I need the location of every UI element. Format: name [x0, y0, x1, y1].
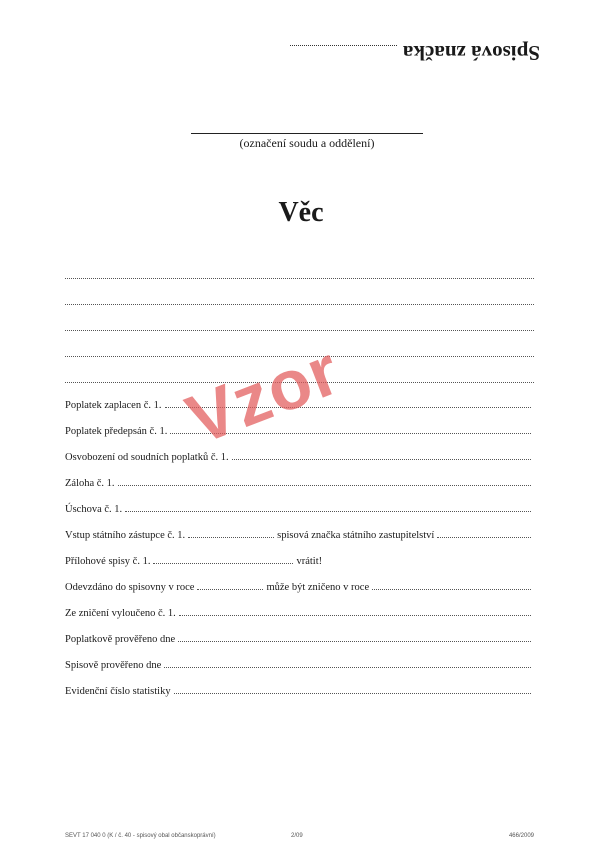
file-number-label: Spisová značka — [402, 41, 540, 65]
statistics-number-row — [65, 686, 534, 697]
footer-number: 466/2009 — [508, 833, 534, 839]
prosecutor-file-number-label: spisová značka státního zastupitelství — [277, 530, 435, 541]
file-number-header — [290, 40, 540, 76]
fee-checked-label: Poplatkově prověřeno dne — [65, 634, 176, 645]
archive-year-label: Odevzdáno do spisovny v roce — [65, 582, 195, 593]
footer-form-code: SEVT 17 040 0 (K / č. 40 - spisový obal občanskoprávní) — [65, 833, 216, 839]
fee-exemption-row — [65, 452, 534, 463]
excluded-destruction-row — [65, 608, 534, 619]
statistics-number-field[interactable] — [174, 693, 531, 694]
file-checked-label: Spisově prověřeno dne — [65, 660, 162, 671]
custody-row — [65, 504, 534, 515]
fee-checked-field[interactable] — [178, 641, 531, 642]
return-label: vrátit! — [296, 556, 323, 567]
file-number-field[interactable] — [290, 45, 397, 46]
custody-label: Úschova č. 1. — [65, 504, 123, 515]
fee-prescribed-row — [65, 426, 534, 437]
excluded-destruction-label: Ze zničení vyloučeno č. 1. — [65, 608, 176, 619]
fee-exemption-field[interactable] — [232, 459, 531, 460]
sample-watermark: Vzor — [176, 330, 351, 460]
attached-files-row — [65, 556, 534, 567]
file-checked-row — [65, 660, 534, 671]
excluded-destruction-field[interactable] — [179, 615, 531, 616]
prosecutor-entry-field[interactable] — [188, 537, 274, 538]
deposit-row — [65, 478, 534, 489]
prosecutor-file-number-field[interactable] — [437, 537, 531, 538]
deposit-field[interactable] — [118, 485, 531, 486]
custody-field[interactable] — [125, 511, 531, 512]
fee-exemption-label: Osvobození od soudních poplatků č. 1. — [65, 452, 229, 463]
destroy-year-label: může být zničeno v roce — [266, 582, 370, 593]
footer-edition: 2/09 — [291, 833, 303, 839]
statistics-number-label: Evidenční číslo statistiky — [65, 686, 171, 697]
prosecutor-entry-row — [65, 530, 534, 541]
attached-files-label: Přílohové spisy č. 1. — [65, 556, 151, 567]
destroy-year-field[interactable] — [372, 589, 531, 590]
prosecutor-entry-label: Vstup státního zástupce č. 1. — [65, 530, 186, 541]
attached-files-field[interactable] — [153, 563, 293, 564]
archive-year-field[interactable] — [197, 589, 263, 590]
matter-line-1[interactable] — [65, 278, 534, 279]
matter-line-3[interactable] — [65, 330, 534, 331]
file-checked-field[interactable] — [164, 667, 531, 668]
deposit-label: Záloha č. 1. — [65, 478, 115, 489]
matter-line-2[interactable] — [65, 304, 534, 305]
fee-prescribed-label: Poplatek předepsán č. 1. — [65, 426, 168, 437]
court-field-line[interactable] — [191, 133, 423, 134]
fee-checked-row — [65, 634, 534, 645]
archive-row — [65, 582, 534, 593]
fee-paid-label: Poplatek zaplacen č. 1. — [65, 400, 162, 411]
court-label: (označení soudu a oddělení) — [239, 136, 375, 150]
page-title: Věc — [278, 197, 324, 228]
